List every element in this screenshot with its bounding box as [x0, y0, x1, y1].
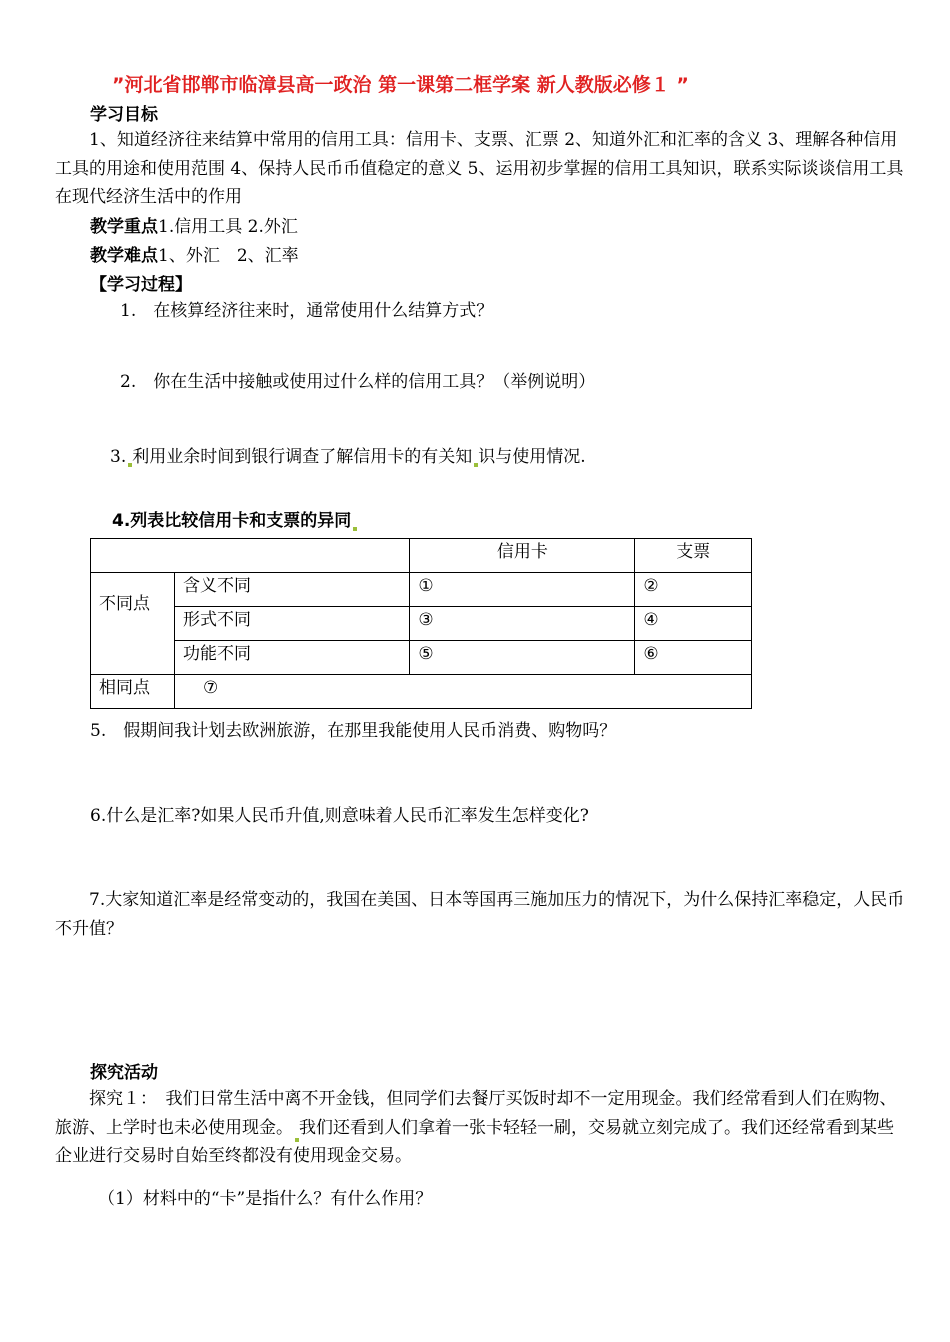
question-2: 2. 你在生活中接触或使用过什么样的信用工具？（举例说明） [120, 372, 596, 392]
row-label: 功能不同 [175, 641, 410, 675]
question-5: 5. 假期间我计划去欧洲旅游，在那里我能使用人民币消费、购物吗？ [90, 721, 617, 741]
objectives-heading: 学习目标 [90, 105, 158, 125]
col-header-credit-card: 信用卡 [410, 539, 635, 573]
difficulties-label: 教学难点 [90, 246, 158, 266]
cell-check: ② [635, 573, 752, 607]
explore-paragraph [55, 1085, 905, 1171]
table-corner-cell [91, 539, 410, 573]
explore-text-b: 我们还看到人们拿着一张卡轻轻一刷，交易就立刻完成了。我们还经常看到某些企业进行交易时自始至终都没有使用现金交易。 [55, 1117, 894, 1166]
question-3-number: 3. [110, 447, 127, 467]
explore-question-1: （1）材料中的“卡”是指什么？有什么作用？ [98, 1189, 433, 1209]
same-value: ⑦ [175, 675, 752, 709]
difficulties [90, 241, 299, 266]
question-1: 1. 在核算经济往来时，通常使用什么结算方式？ [120, 301, 494, 321]
question-7: 7.大家知道汇率是经常变动的，我国在美国、日本等国再三施加压力的情况下，为什么保持汇率稳定，人民币不升值？ [55, 890, 905, 939]
table-row [91, 641, 752, 675]
question-3 [110, 442, 586, 467]
objectives-text: 1、知道经济往来结算中常用的信用工具：信用卡、支票、汇票 2、知道外汇和汇率的含义 3、理解各种信用工具的用途和使用范围 4、保持人民币币值稳定的意义 5、运用初步掌握的信用工具知识，联系实际谈谈信用工具在现代经济生活中的作用 [55, 130, 904, 207]
key-points-label: 教学重点 [90, 217, 158, 237]
question-3-text-b: 识与使用情况. [478, 447, 586, 467]
cell-credit: ① [410, 573, 635, 607]
edit-mark [295, 1138, 299, 1142]
table-row [91, 675, 752, 709]
cell-check: ⑥ [635, 641, 752, 675]
explore-text-a: 探究１： 我们日常生活中离不开金钱，但同学们去餐厅买饭时却不一定用现金。我们经常看到人们在购物、旅游、上学时也未必使用现金。 [55, 1089, 897, 1138]
cell-credit: ⑤ [410, 641, 635, 675]
diff-label: 不同点 [91, 573, 175, 675]
table-header-row [91, 539, 752, 573]
same-label: 相同点 [91, 675, 175, 709]
table-row [91, 573, 752, 607]
explore-heading: 探究活动 [90, 1063, 158, 1083]
question-3-text-a: 利用业余时间到银行调查了解信用卡的有关知 [132, 447, 473, 467]
row-label: 形式不同 [175, 607, 410, 641]
row-label: 含义不同 [175, 573, 410, 607]
edit-mark [353, 527, 357, 531]
question-6: 6.什么是汇率?如果人民币升值,则意味着人民币汇率发生怎样变化? [90, 806, 589, 826]
question-4 [112, 506, 357, 531]
page-title: ”河北省邯郸市临漳县高一政治 第一课第二框学案 新人教版必修１ ” [112, 74, 689, 96]
cell-check: ④ [635, 607, 752, 641]
col-header-check: 支票 [635, 539, 752, 573]
difficulties-text: 1、外汇 2、汇率 [158, 246, 299, 266]
question-4-text: 4.列表比较信用卡和支票的异同 [112, 511, 352, 531]
process-heading: 【学习过程】 [90, 275, 192, 295]
key-points [90, 212, 298, 237]
cell-credit: ③ [410, 607, 635, 641]
key-points-text: 1.信用工具 2.外汇 [158, 217, 298, 237]
table-row [91, 607, 752, 641]
comparison-table [90, 538, 752, 709]
